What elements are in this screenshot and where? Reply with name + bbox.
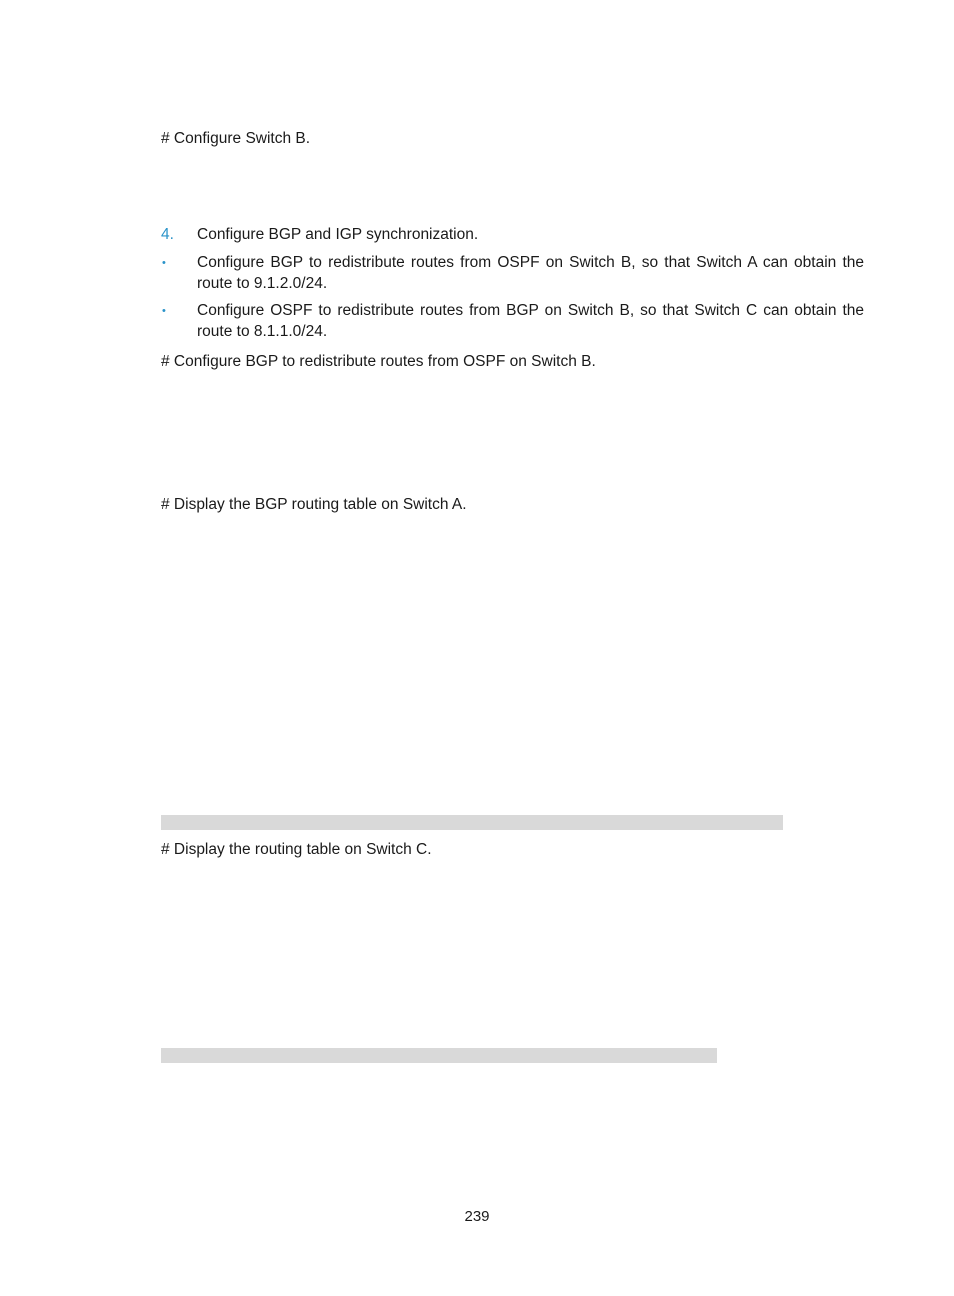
highlight-bar: [161, 1048, 717, 1063]
step-text: Configure BGP and IGP synchronization.: [197, 226, 479, 243]
paragraph-display-routing-table: # Display the routing table on Switch C.: [161, 841, 432, 858]
step-4: [161, 224, 864, 245]
step-number: 4.: [161, 226, 174, 243]
paragraph-display-bgp-table: # Display the BGP routing table on Switch A.: [161, 496, 467, 513]
bullet-icon: •: [162, 305, 166, 317]
bullet-text: Configure OSPF to redistribute routes from BGP on Switch B, so that Switch C can obtain the route to 8.1.1.0/24.: [197, 302, 864, 340]
bullet-text: Configure BGP to redistribute routes from OSPF on Switch B, so that Switch A can obtain the route to 9.1.2.0/24.: [197, 254, 864, 292]
bullet-item: [161, 252, 864, 294]
highlight-bar: [161, 815, 783, 830]
paragraph-redistribute-ospf: # Configure BGP to redistribute routes from OSPF on Switch B.: [161, 353, 596, 370]
bullet-icon: •: [162, 257, 166, 269]
paragraph-configure-switch-b: # Configure Switch B.: [161, 130, 311, 147]
bullet-item: [161, 300, 864, 342]
page-number: 239: [464, 1208, 490, 1225]
